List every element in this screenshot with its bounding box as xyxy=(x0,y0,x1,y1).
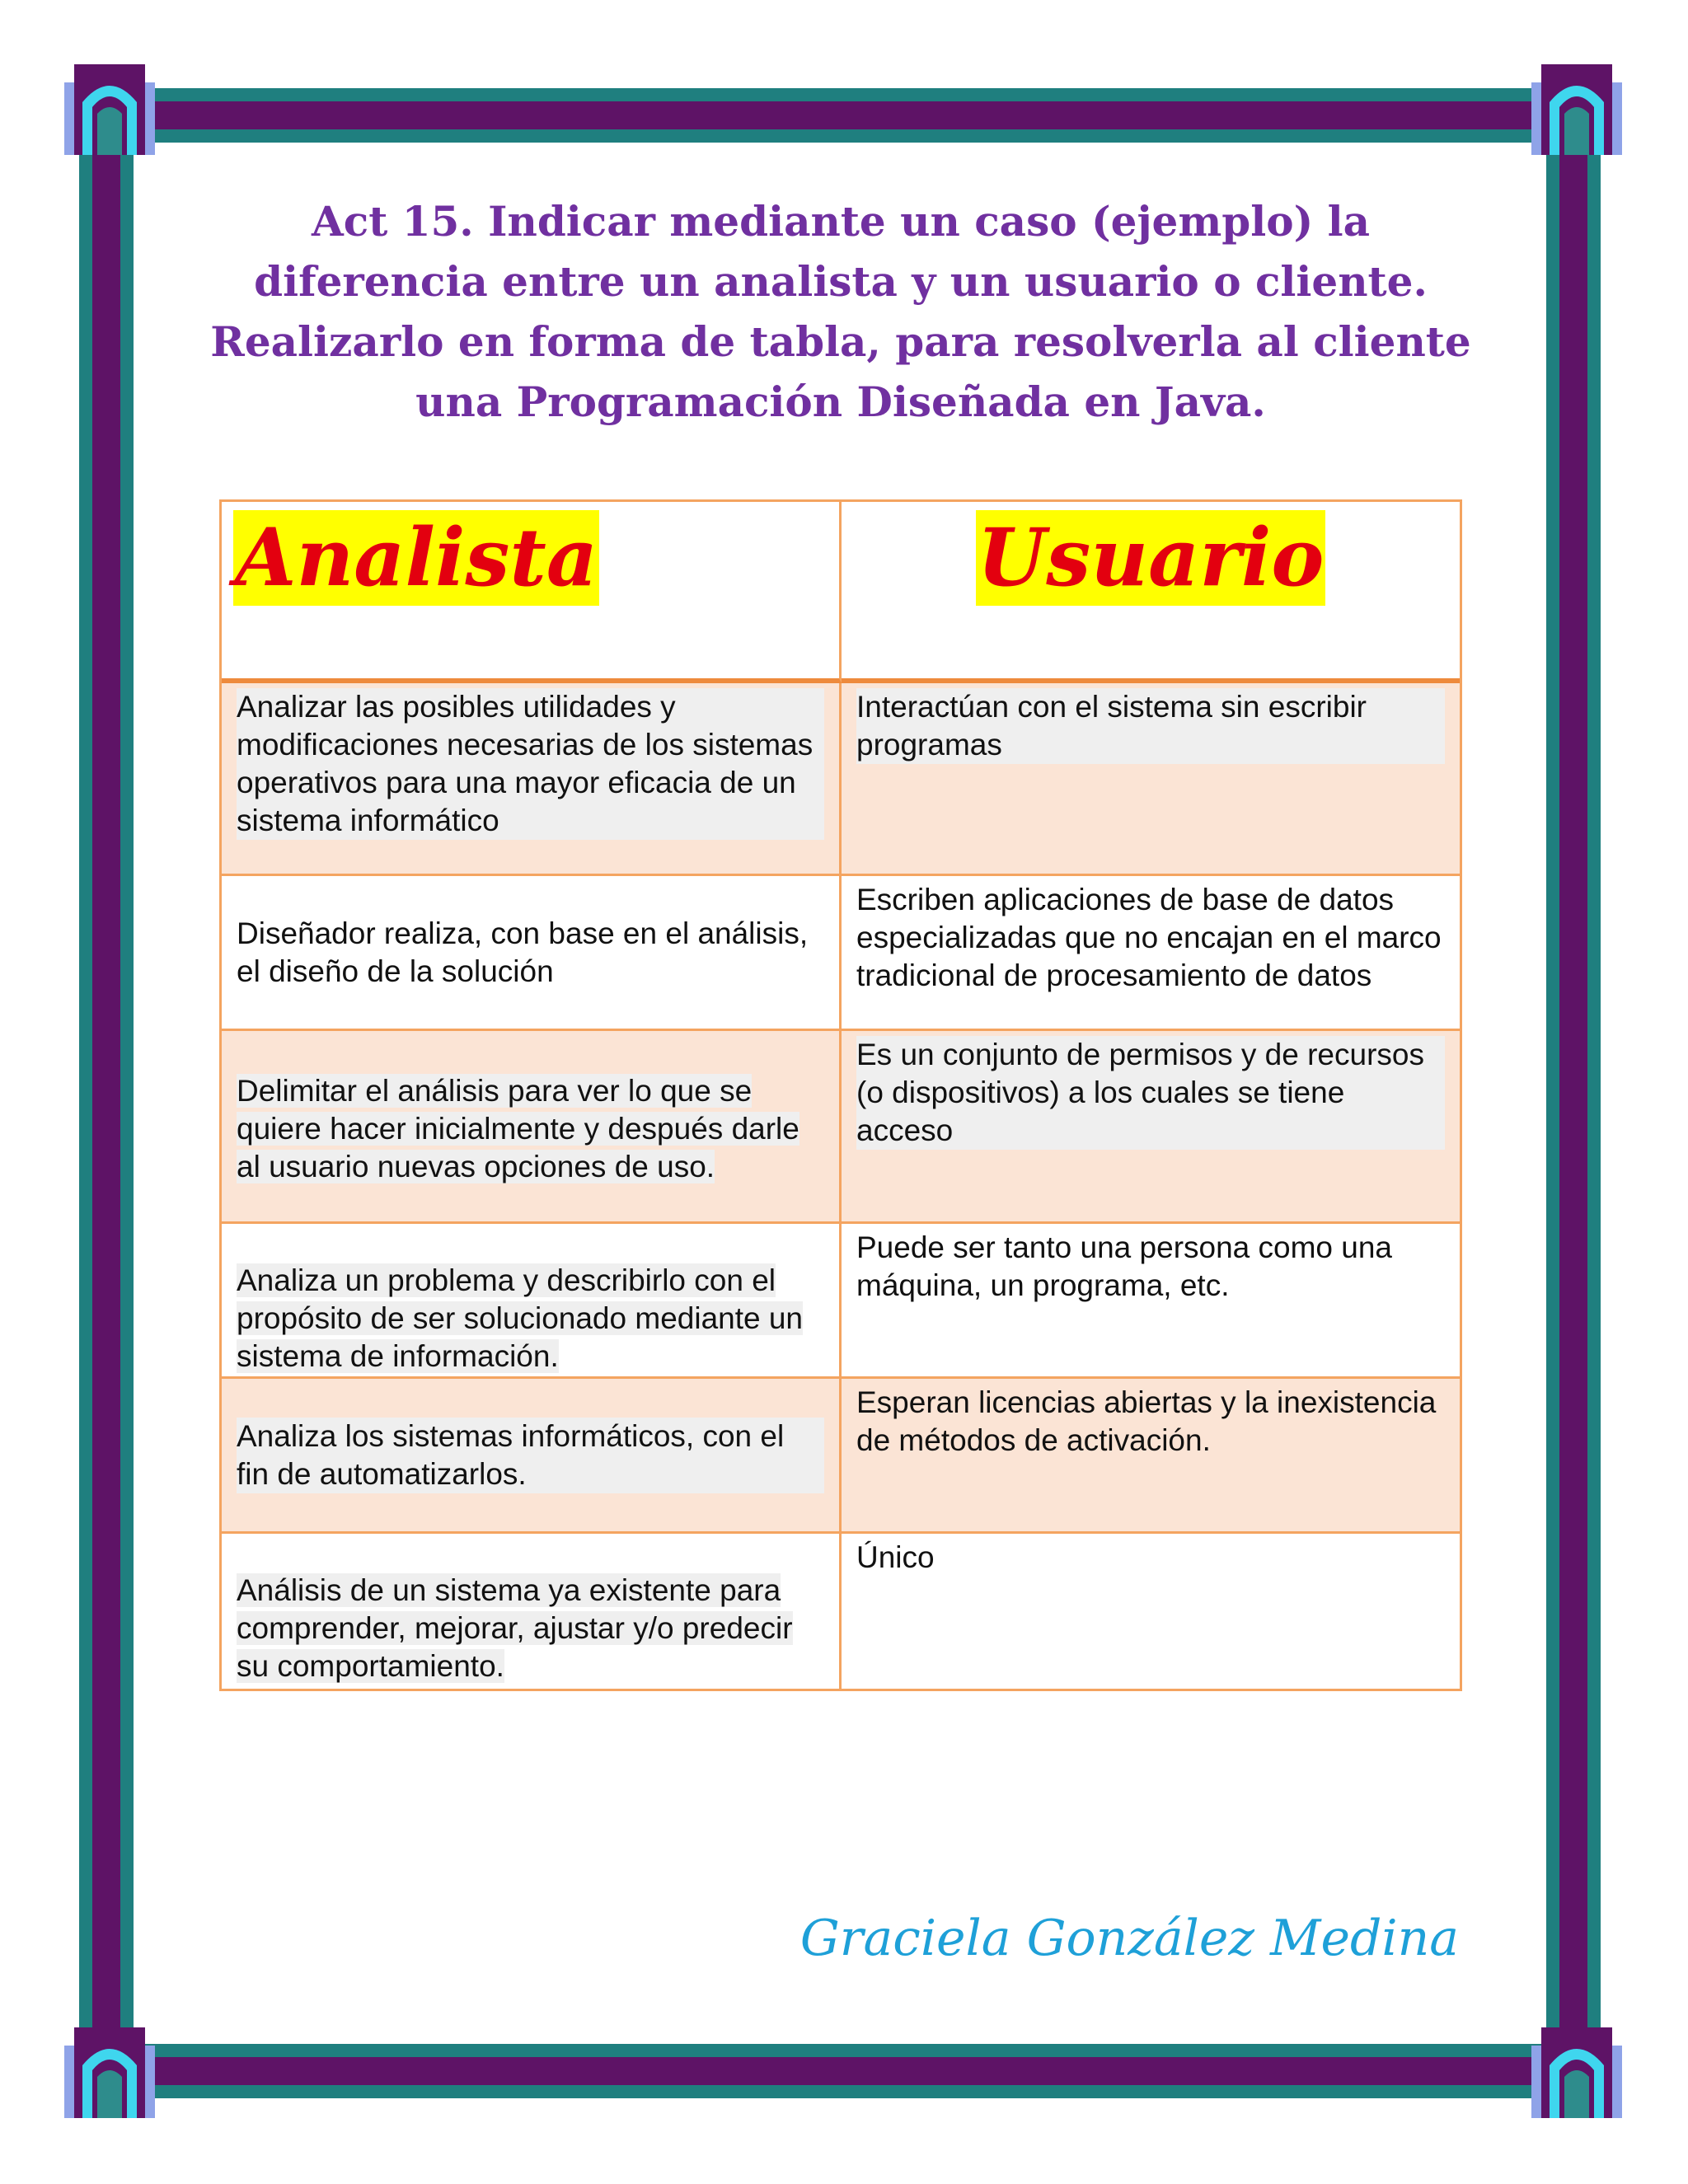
cell-text: Escriben aplicaciones de base de datos especializadas que no encajan en el marco tradicional de procesamiento de datos xyxy=(856,883,1442,992)
table-cell-usuario xyxy=(842,1379,1460,1534)
cell-text: Único xyxy=(856,1540,935,1574)
page-title: Act 15. Indicar mediante un caso (ejemplo) la diferencia entre un analista y un usuario o cliente. Realizarlo en forma de tabla, para resolverla al cliente una Programación Diseñada en Java. xyxy=(210,197,1471,426)
table-cell-analista xyxy=(222,1379,842,1534)
table-cell-analista xyxy=(222,1224,842,1379)
table-cell-usuario xyxy=(842,876,1460,1031)
header-label-analista: Analista xyxy=(235,511,598,604)
table-cell-usuario xyxy=(842,1031,1460,1224)
frame-right-bar xyxy=(1546,91,1601,2093)
frame-left-bar xyxy=(79,91,134,2093)
cell-text: Puede ser tanto una persona como una máquina, un programa, etc. xyxy=(856,1230,1393,1302)
table-cell-usuario xyxy=(842,1534,1460,1689)
cell-text: Delimitar el análisis para ver lo que se quiere hacer inicialmente y después darle al usuario nuevas opciones de uso. xyxy=(237,1074,799,1183)
frame-corner-bottom-right xyxy=(1531,2027,1622,2118)
table-cell-analista xyxy=(222,1534,842,1689)
frame-corner-top-right xyxy=(1531,64,1622,155)
cell-text: Interactúan con el sistema sin escribir programas xyxy=(856,688,1445,764)
cell-text: Analiza un problema y describirlo con el propósito de ser solucionado mediante un sistema de información. xyxy=(237,1263,804,1373)
comparison-table xyxy=(219,499,1462,1691)
cell-text: Analiza los sistemas informáticos, con el fin de automatizarlos. xyxy=(237,1418,824,1493)
cell-text: Es un conjunto de permisos y de recursos (o dispositivos) a los cuales se tiene acceso xyxy=(856,1036,1445,1150)
frame-corner-bottom-left xyxy=(64,2027,155,2118)
frame-corner-top-left xyxy=(64,64,155,155)
table-cell-usuario xyxy=(842,683,1460,876)
table-cell-analista xyxy=(222,1031,842,1224)
cell-text: Diseñador realiza, con base en el análisis, el diseño de la solución xyxy=(237,916,809,988)
header-label-usuario: Usuario xyxy=(977,511,1325,604)
cell-text: Análisis de un sistema ya existente para comprender, mejorar, ajustar y/o predecir su comportamiento. xyxy=(237,1573,793,1683)
table-cell-usuario xyxy=(842,1224,1460,1379)
table-cell-analista xyxy=(222,683,842,876)
frame-top-bar xyxy=(91,88,1597,143)
table-header-analista xyxy=(222,502,842,683)
frame-bottom-bar xyxy=(91,2044,1597,2098)
cell-text: Esperan licencias abiertas y la inexistencia de métodos de activación. xyxy=(856,1385,1437,1457)
table-header-usuario xyxy=(842,502,1460,683)
cell-text: Analizar las posibles utilidades y modificaciones necesarias de los sistemas operativos para una mayor eficacia de un sistema informático xyxy=(237,688,824,840)
author-signature: Graciela González Medina xyxy=(799,1910,1459,1967)
table-cell-analista xyxy=(222,876,842,1031)
